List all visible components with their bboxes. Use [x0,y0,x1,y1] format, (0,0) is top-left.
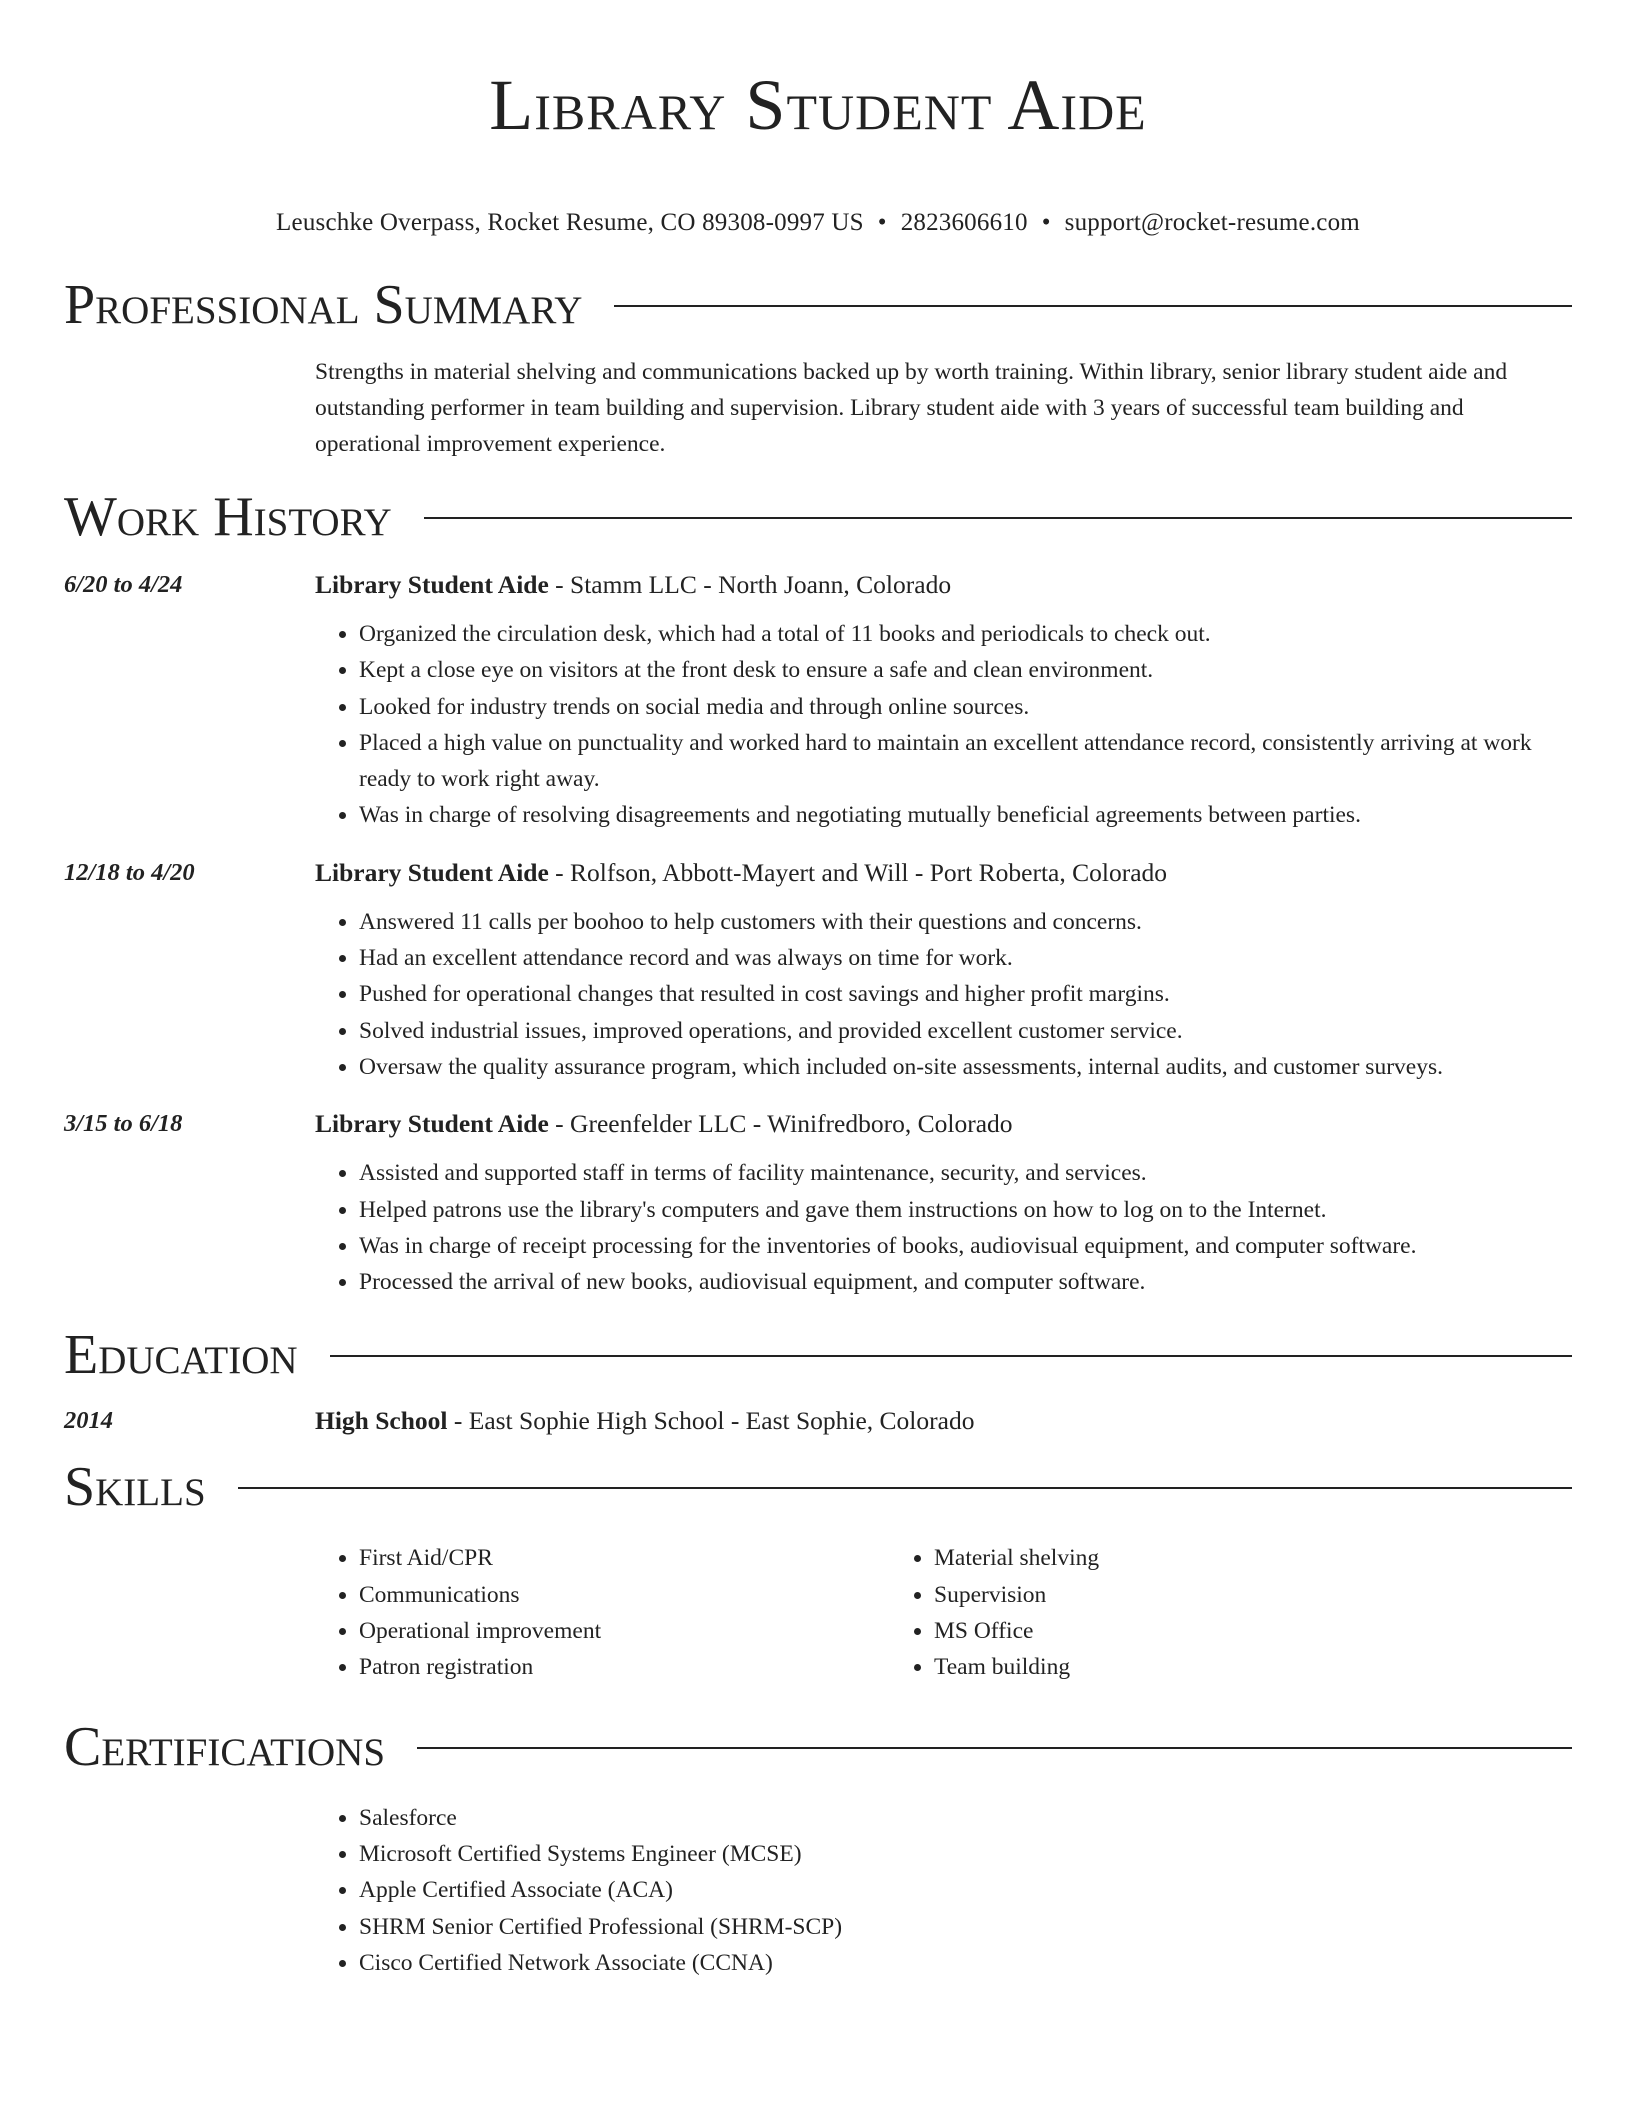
contact-email[interactable]: support@rocket-resume.com [1064,209,1360,236]
section-divider [238,1487,1572,1489]
skills-column-right [890,1540,1465,1685]
list-item: • Had an excellent attendance record and was always on time for work. [359,940,1572,976]
job-dates: 3/15 to 6/18 [64,1110,183,1138]
list-item: • MS Office [934,1613,1465,1649]
list-item: • Material shelving [934,1540,1465,1576]
list-item: • Was in charge of resolving disagreements and negotiating mutually beneficial agreements between parties. [359,797,1572,833]
education-title-line [315,1404,974,1438]
section-title-certifications: Certifications [64,1715,386,1778]
job-title-line [315,568,1572,602]
list-item: • Oversaw the quality assurance program, which included on-site assessments, internal audits, and customer surveys. [359,1049,1572,1085]
job-entry [64,1107,1572,1300]
job-bullets [315,1155,1572,1300]
job-title-line [315,1107,1572,1141]
list-item: • Was in charge of receipt processing for the inventories of books, audiovisual equipment, and computer software. [359,1228,1572,1264]
candidate-name: Library Student Aide [489,65,1147,145]
section-title-summary: Professional Summary [64,274,583,336]
list-item: • SHRM Senior Certified Professional (SHRM-SCP) [359,1909,1572,1945]
education-degree: High School [315,1406,448,1436]
list-item: • Assisted and supported staff in terms of facility maintenance, security, and services. [359,1155,1572,1191]
contact-separator: • [877,209,887,236]
list-item: • Helped patrons use the library's computers and gave them instructions on how to log on to the Internet. [359,1192,1572,1228]
list-item: • Supervision [934,1577,1465,1613]
job-role: Library Student Aide [315,570,549,599]
contact-address: Leuschke Overpass, Rocket Resume, CO 89308-0997 US [276,209,864,236]
summary-section-header [64,270,1572,340]
job-dates: 12/18 to 4/20 [64,858,195,886]
list-item: • Patron registration [359,1649,890,1685]
work-section-header [64,482,1572,552]
list-item: • Pushed for operational changes that resulted in cost savings and higher profit margins. [359,976,1572,1012]
job-entry [64,568,1572,834]
education-section-header [64,1320,1572,1390]
list-item: • Placed a high value on punctuality and worked hard to maintain an excellent attendance record, consistently arriving at work ready to work right away. [359,725,1572,798]
section-divider [417,1747,1572,1749]
list-item: • Organized the circulation desk, which had a total of 11 books and periodicals to check out. [359,616,1572,652]
job-employer: - Rolfson, Abbott-Mayert and Will - Port Roberta, Colorado [548,857,1168,887]
list-item: • Kept a close eye on visitors at the front desk to ensure a safe and clean environment. [359,652,1572,688]
skills-section-header [64,1452,1572,1522]
section-divider [614,305,1572,307]
job-role: Library Student Aide [315,857,549,887]
education-school: - East Sophie High School - East Sophie, Colorado [447,1406,975,1436]
job-title-line [315,856,1572,890]
list-item: • Salesforce [359,1800,1572,1836]
certifications-section-header [64,1712,1572,1782]
job-dates: 6/20 to 4/24 [64,571,183,598]
job-body [315,856,1572,1085]
contact-line [64,208,1572,238]
list-item: • First Aid/CPR [359,1540,890,1576]
job-body [315,568,1572,834]
section-divider [424,517,1572,519]
section-title-work: Work History [64,486,392,548]
job-role: Library Student Aide [315,1109,549,1139]
skills-list [315,1540,1572,1685]
list-item: • Operational improvement [359,1613,890,1649]
section-title-skills: Skills [64,1456,206,1519]
certifications-items [315,1800,1572,1981]
education-year: 2014 [64,1407,113,1435]
summary-text: Strengths in material shelving and communications backed up by worth training. Within library, senior library student aide and outstanding performer in team building and supervision. Library student aide with 3 years of successful team building and operational improvement experience. [315,359,1508,457]
job-body [315,1107,1572,1300]
job-employer: - Greenfelder LLC - Winifredboro, Colorado [548,1109,1013,1139]
list-item: • Looked for industry trends on social media and through online sources. [359,689,1572,725]
section-divider [330,1355,1572,1357]
education-entry [64,1404,1572,1438]
list-item: • Communications [359,1577,890,1613]
list-item: • Solved industrial issues, improved operations, and provided excellent customer service. [359,1013,1572,1049]
job-entry [64,856,1572,1085]
list-item: • Apple Certified Associate (ACA) [359,1872,1572,1908]
certifications-list [315,1800,1572,1981]
skills-column-left [315,1540,890,1685]
list-item: • Answered 11 calls per boohoo to help customers with their questions and concerns. [359,904,1572,940]
contact-phone: 2823606610 [900,209,1028,236]
list-item: • Cisco Certified Network Associate (CCNA) [359,1945,1572,1981]
list-item: • Team building [934,1649,1465,1685]
job-bullets [315,616,1572,834]
job-employer: - Stamm LLC - North Joann, Colorado [548,570,952,599]
list-item: • Microsoft Certified Systems Engineer (MCSE) [359,1836,1572,1872]
list-item: • Processed the arrival of new books, audiovisual equipment, and computer software. [359,1264,1572,1300]
job-bullets [315,904,1572,1085]
contact-separator: • [1041,209,1051,236]
section-title-education: Education [64,1324,298,1387]
